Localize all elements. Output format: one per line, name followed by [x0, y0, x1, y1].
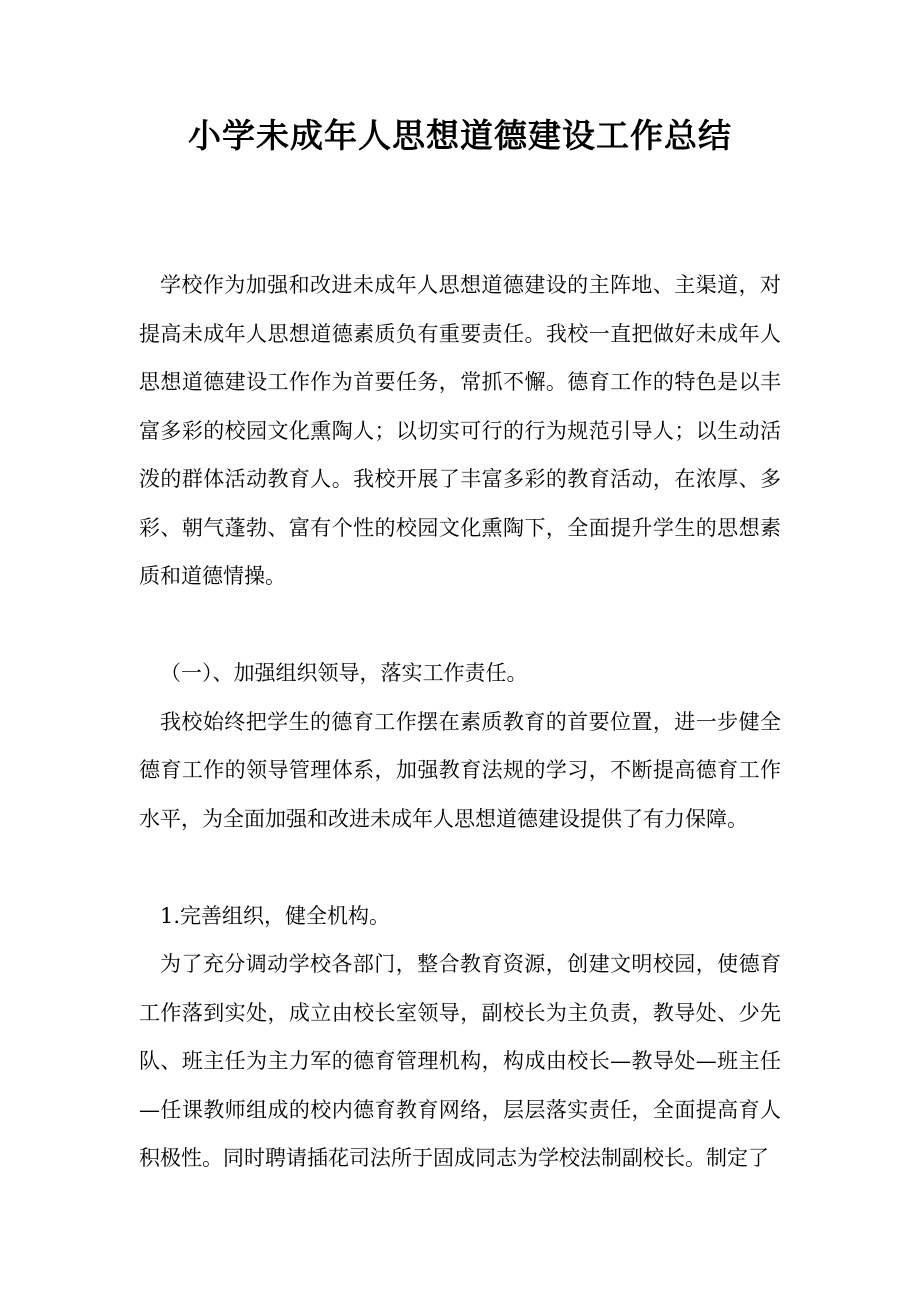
document-body: [139, 261, 781, 1183]
section-paragraph-1: 我校始终把学生的德育工作摆在素质教育的首要位置，进一步健全德育工作的领导管理体系，加强教育法规的学习，不断提高德育工作水平，为全面加强和改进未成年人思想道德建设提供了有力保障。: [139, 709, 781, 831]
document-title: 小学未成年人思想道德建设工作总结: [188, 116, 732, 155]
subsection-paragraph-1: 为了充分调动学校各部门，整合教育资源，创建文明校园，使德育工作落到实处，成立由校长室领导，副校长为主负责，教导处、少先队、班主任为主力军的德育管理机构，构成由校长—教导处—班主任—任课教师组成的校内德育教育网络，层层落实责任，全面提高育人积极性。同时聘请插花司法所于固成同志为学校法制副校长。制定了: [139, 952, 781, 1170]
subsection-heading-1: 1.完善组织，健全机构。: [160, 903, 391, 928]
intro-paragraph: 学校作为加强和改进未成年人思想道德建设的主阵地、主渠道，对提高未成年人思想道德素质负有重要责任。我校一直把做好未成年人思想道德建设工作作为首要任务，常抓不懈。德育工作的特色是以丰富多彩的校园文化熏陶人；以切实可行的行为规范引导人；以生动活泼的群体活动教育人。我校开展了丰富多彩的教育活动，在浓厚、多彩、朝气蓬勃、富有个性的校园文化熏陶下，全面提升学生的思想素质和道德情操。: [139, 273, 781, 588]
section-heading-1: （一）、加强组织领导，落实工作责任。: [160, 661, 528, 685]
